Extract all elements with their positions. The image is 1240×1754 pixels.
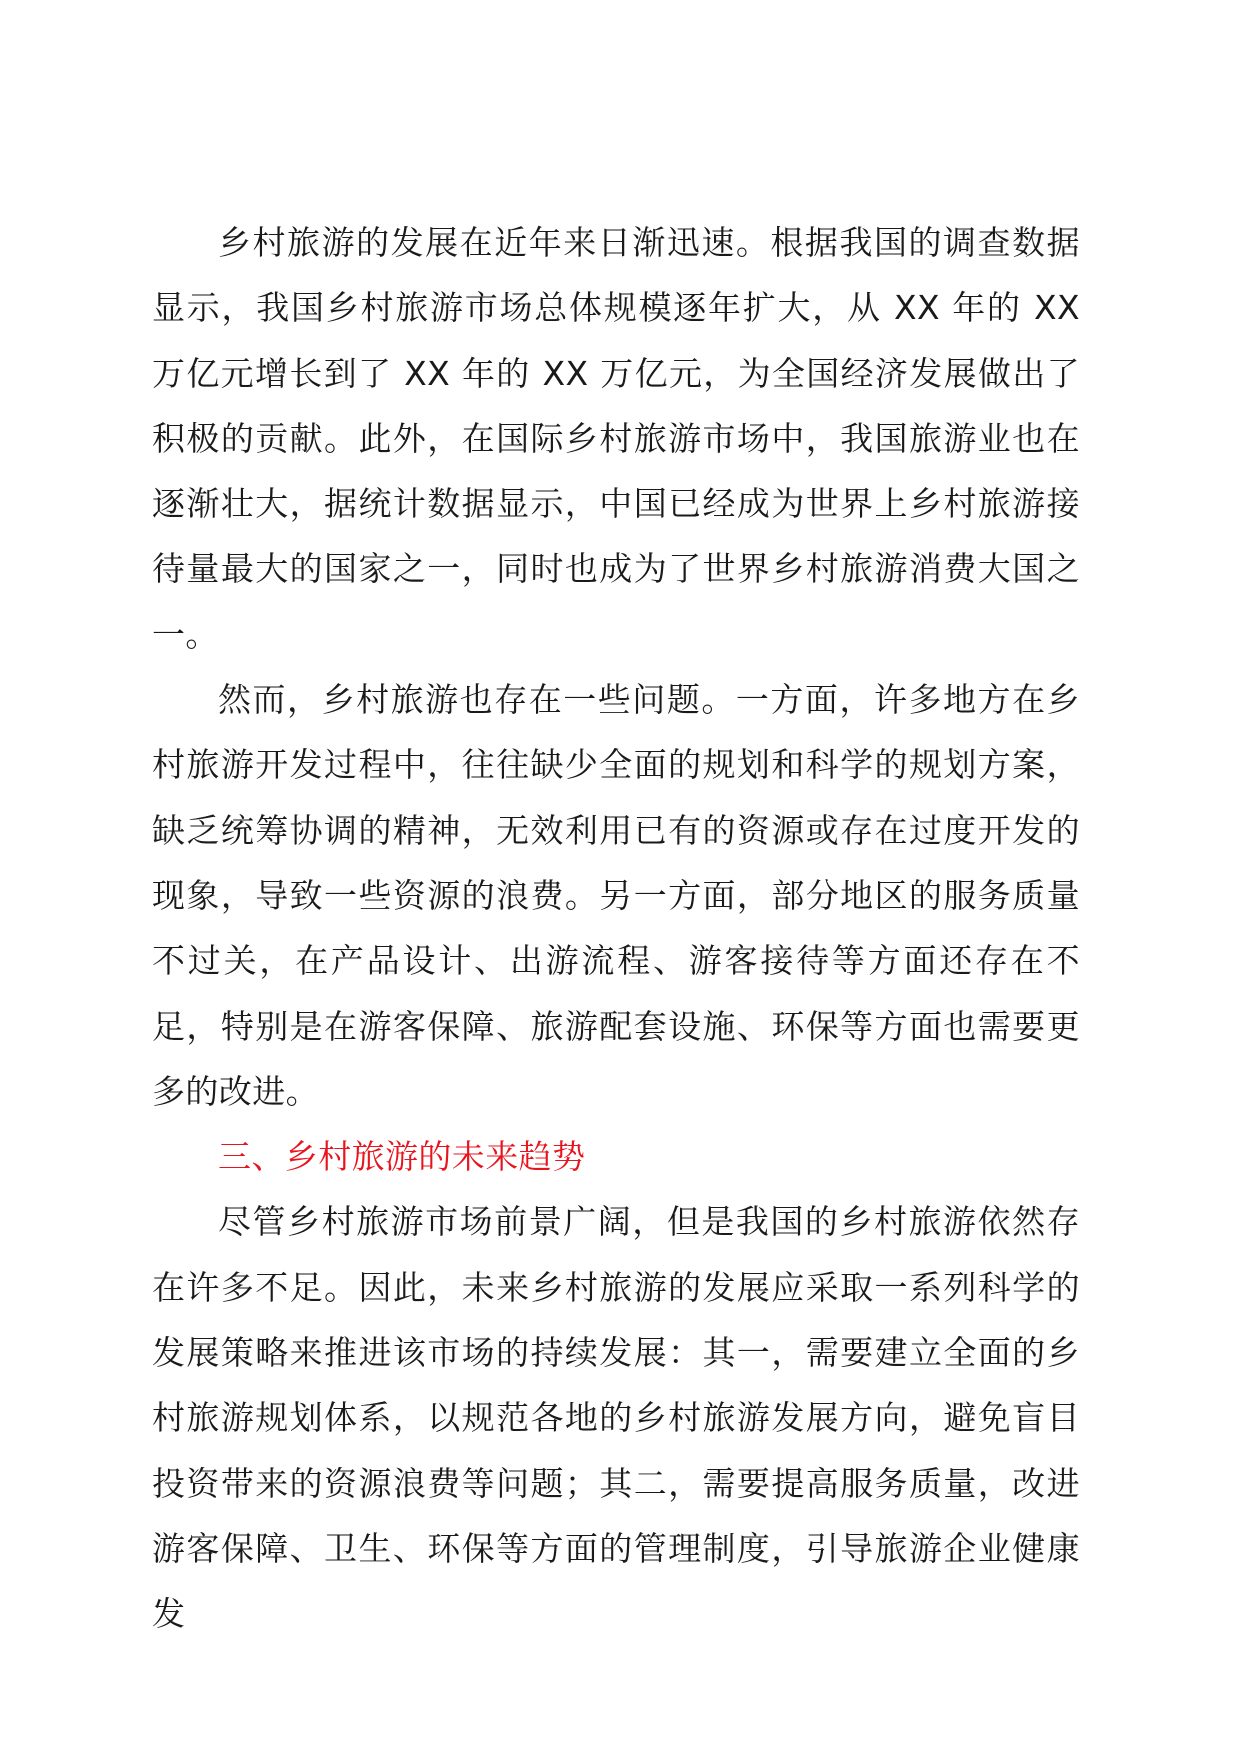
section-heading-future-trends: 三、乡村旅游的未来趋势 [218,1137,586,1177]
paragraph-problems: 然而，乡村旅游也存在一些问题。一方面，许多地方在乡村旅游开发过程中，往往缺少全面的规划和科学的规划方案，缺乏统筹协调的精神，无效利用已有的资源或存在过度开发的现象，导致一些资源的浪费。另一方面，部分地区的服务质量不过关，在产品设计、出游流程、游客接待等方面还存在不足，特别是在游客保障、旅游配套设施、环保等方面也需要更多的改进。 [152,680,1080,1111]
document-body [152,210,1080,1647]
paragraph-market-growth: 乡村旅游的发展在近年来日渐迅速。根据我国的调查数据显示，我国乡村旅游市场总体规模逐年扩大，从 XX 年的 XX 万亿元增长到了 XX 年的 XX 万亿元，为全国经济发展做出了积极的贡献。此外，在国际乡村旅游市场中，我国旅游业也在逐渐壮大，据统计数据显示，中国已经成为世界上乡村旅游接待量最大的国家之一，同时也成为了世界乡村旅游消费大国之一。 [152,223,1080,654]
paragraph-future-strategy: 尽管乡村旅游市场前景广阔，但是我国的乡村旅游依然存在许多不足。因此，未来乡村旅游的发展应采取一系列科学的发展策略来推进该市场的持续发展：其一，需要建立全面的乡村旅游规划体系，以规范各地的乡村旅游发展方向，避免盲目投资带来的资源浪费等问题；其二，需要提高服务质量，改进游客保障、卫生、环保等方面的管理制度，引导旅游企业健康发 [152,1202,1080,1634]
